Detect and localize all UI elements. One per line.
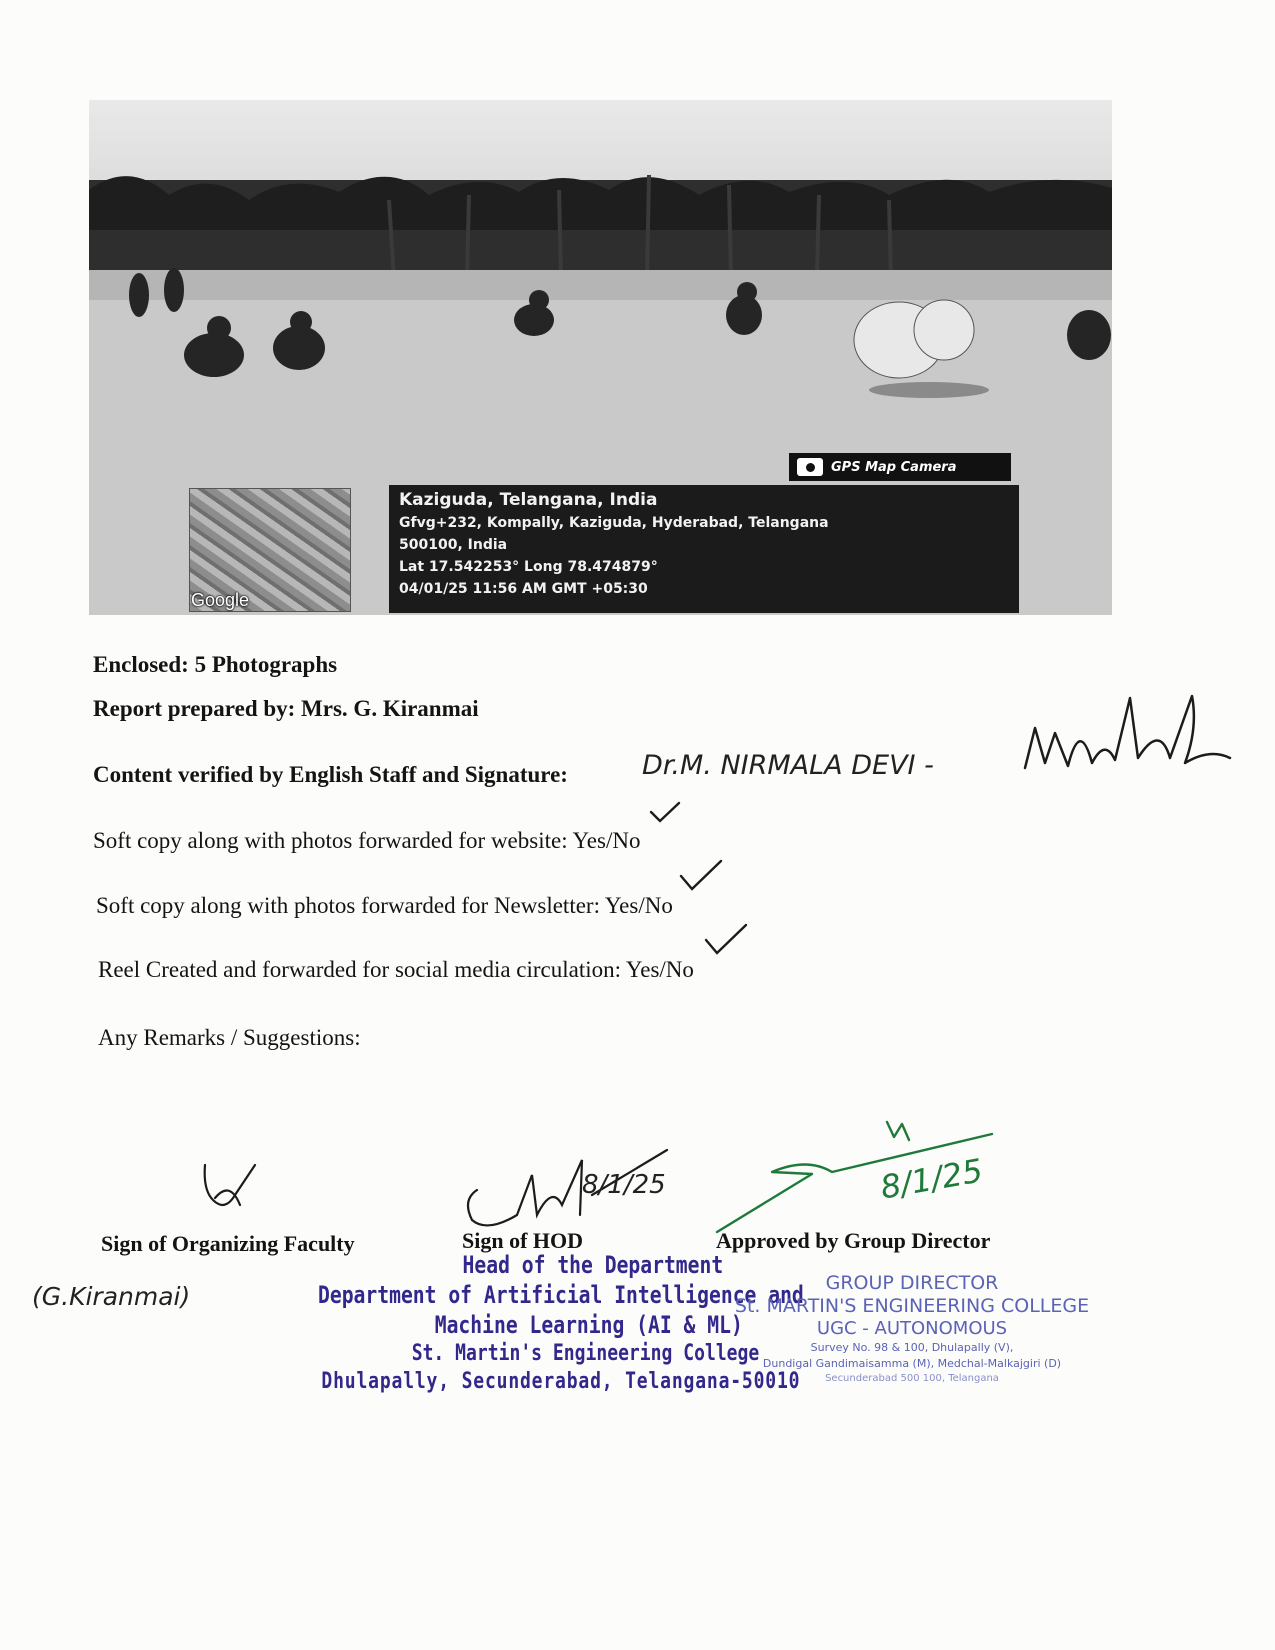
address-line-2: 500100, India	[399, 537, 508, 553]
event-photograph	[89, 100, 1112, 615]
hod-stamp-line-4: St. Martin's Engineering College	[411, 1341, 760, 1366]
website-forward-line: Soft copy along with photos forwarded for website: Yes/No	[93, 828, 641, 853]
faculty-signature	[195, 1160, 265, 1220]
gps-info-panel	[389, 485, 1019, 613]
checkmark-icon	[703, 922, 749, 956]
faculty-sign-label: Sign of Organizing Faculty	[101, 1231, 355, 1256]
group-director-stamp	[712, 1272, 1112, 1386]
gd-stamp-line-1: GROUP DIRECTOR	[825, 1272, 999, 1294]
location-title: Kaziguda, Telangana, India	[399, 490, 658, 510]
director-handwritten-date: 8/1/25	[877, 1151, 986, 1207]
remarks-label: Any Remarks / Suggestions:	[98, 1025, 361, 1050]
checkmark-icon	[648, 800, 682, 824]
reel-forward-line: Reel Created and forwarded for social media circulation: Yes/No	[98, 957, 694, 982]
director-approval-label: Approved by Group Director	[716, 1228, 991, 1253]
gd-stamp-line-3: UGC - AUTONOMOUS	[816, 1318, 1008, 1339]
prepared-by-line: Report prepared by: Mrs. G. Kiranmai	[93, 696, 479, 721]
gd-stamp-line-2: St. MARTIN'S ENGINEERING COLLEGE	[734, 1295, 1090, 1317]
camera-icon	[797, 458, 823, 476]
gd-stamp-line-5: Dundigal Gandimaisamma (M), Medchal-Malkajgiri (D)	[762, 1357, 1062, 1370]
hod-stamp-line-3: Machine Learning (AI & ML)	[434, 1311, 743, 1339]
verifier-signature	[1020, 688, 1235, 788]
coordinates: Lat 17.542253° Long 78.474879°	[399, 559, 658, 575]
photo-timestamp: 04/01/25 11:56 AM GMT +05:30	[399, 581, 648, 597]
hod-stamp-line-1: Head of the Department	[462, 1251, 724, 1279]
checkmark-icon	[678, 858, 724, 892]
google-watermark: Google	[191, 590, 250, 610]
verified-handwritten-name: Dr.M. NIRMALA DEVI -	[642, 750, 934, 781]
address-line-1: Gfvg+232, Kompally, Kaziguda, Hyderabad, Telangana	[399, 515, 829, 531]
newsletter-forward-line: Soft copy along with photos forwarded for Newsletter: Yes/No	[96, 893, 673, 918]
hod-stamp-line-5: Dhulapally, Secunderabad, Telangana-50010	[321, 1369, 801, 1394]
gd-stamp-line-4: Survey No. 98 & 100, Dhulapally (V),	[810, 1341, 1014, 1354]
gd-stamp-line-6: Secunderabad 500 100, Telangana	[825, 1373, 999, 1384]
hod-stamp-line-2: Department of Artificial Intelligence and	[318, 1281, 804, 1309]
gps-tag-label: GPS Map Camera	[831, 459, 957, 475]
faculty-handwritten-name: (G.Kiranmai)	[32, 1282, 191, 1311]
gps-map-camera-tag	[789, 453, 1011, 481]
verified-label: Content verified by English Staff and Signature:	[93, 762, 568, 787]
enclosed-line: Enclosed: 5 Photographs	[93, 652, 338, 677]
hod-handwritten-date: 8/1/25	[582, 1170, 666, 1200]
hod-sign-label: Sign of HOD	[462, 1228, 584, 1253]
